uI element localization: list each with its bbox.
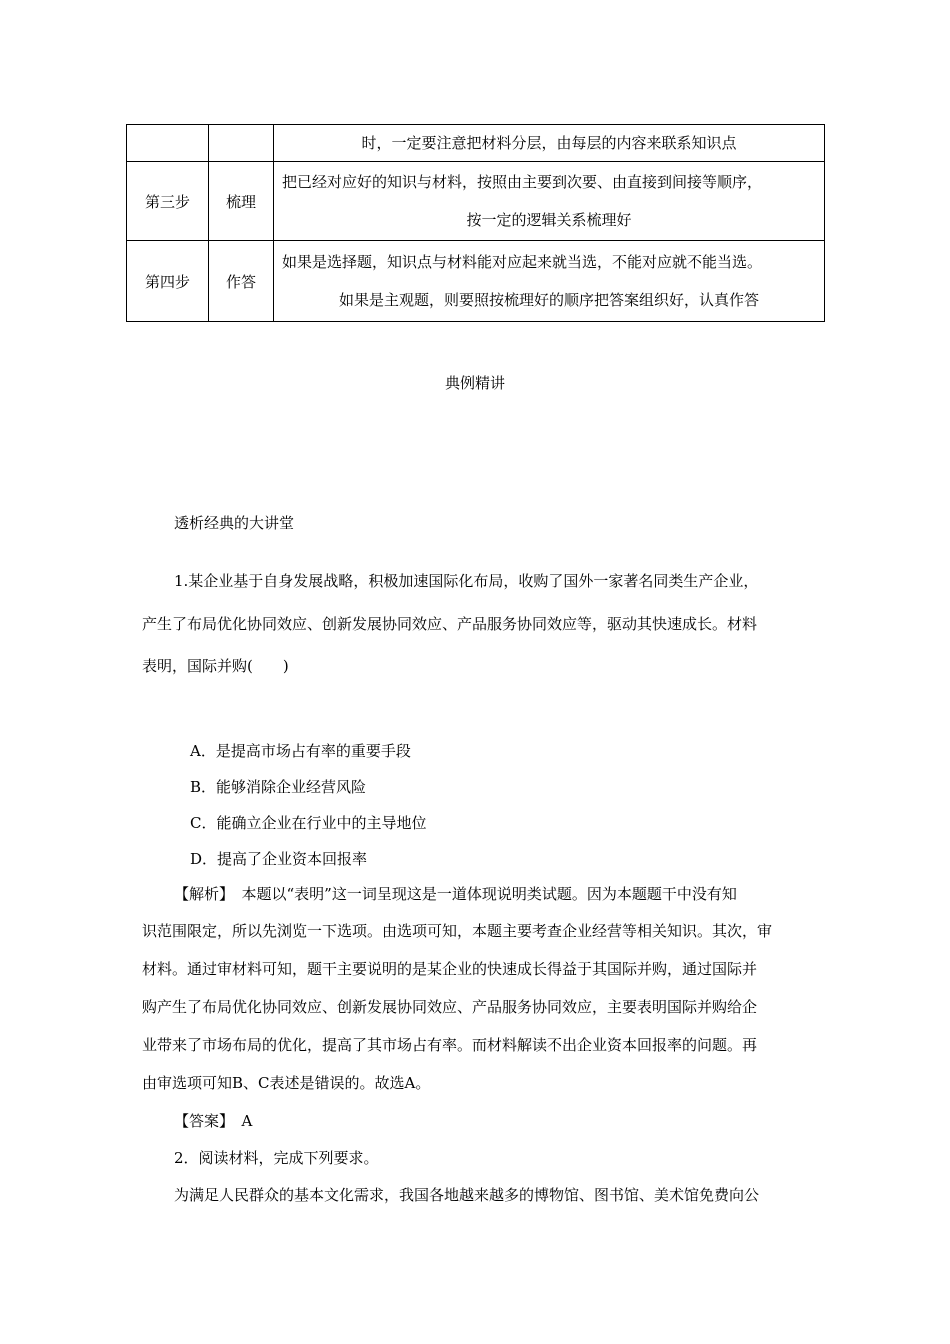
step-cell: 第三步 [127, 162, 209, 241]
question1-stem-line: 表明，国际并购( ) [142, 657, 289, 675]
table-row [127, 162, 825, 241]
step-cell [127, 125, 209, 162]
question2-material-line: 为满足人民群众的基本文化需求，我国各地越来越多的博物馆、图书馆、美术馆免费向公 [174, 1186, 760, 1204]
analysis-line: 识范围限定，所以先浏览一下选项。由选项可知，本题主要考查企业经营等相关知识。其次，审 [142, 922, 773, 940]
action-cell: 作答 [209, 241, 274, 322]
analysis-line: 材料。通过审材料可知，题干主要说明的是某企业的快速成长得益于其国际并购，通过国际并 [142, 960, 758, 978]
action-cell: 梳理 [209, 162, 274, 241]
description-line: 把已经对应好的知识与材料，按照由主要到次要、由直接到间接等顺序， [282, 173, 763, 191]
option-d: D．提高了企业资本回报率 [190, 850, 368, 868]
table-row [127, 241, 825, 322]
analysis-line: 购产生了布局优化协同效应、创新发展协同效应、产品服务协同效应，主要表明国际并购给企 [142, 998, 758, 1016]
question2-stem: 2．阅读材料，完成下列要求。 [174, 1149, 379, 1167]
subtitle: 透析经典的大讲堂 [174, 514, 295, 532]
question1-stem-line: 产生了布局优化协同效应、创新发展协同效应、产品服务协同效应等，驱动其快速成长。材料 [142, 615, 758, 633]
option-b: B．能够消除企业经营风险 [190, 778, 367, 796]
action-cell [209, 125, 274, 162]
option-c: C．能确立企业在行业中的主导地位 [190, 814, 427, 832]
table-row [127, 125, 825, 162]
description-cell [274, 125, 825, 162]
description-line: 如果是主观题，则要照按梳理好的顺序把答案组织好，认真作答 [338, 291, 759, 309]
description-line: 按一定的逻辑关系梳理好 [466, 211, 632, 229]
steps-table [126, 124, 825, 322]
description-line: 如果是选择题，知识点与材料能对应起来就当选，不能对应就不能当选。 [282, 253, 763, 271]
analysis-line: 由审选项可知B、C表述是错误的。故选A。 [142, 1074, 431, 1092]
analysis-line: 业带来了市场布局的优化，提高了其市场占有率。而材料解读不出企业资本回报率的问题。再 [142, 1036, 758, 1054]
option-a: A．是提高市场占有率的重要手段 [190, 742, 411, 760]
question1-stem-line: 1.某企业基于自身发展战略，积极加速国际化布局，收购了国外一家著名同类生产企业， [174, 572, 759, 590]
step-cell: 第四步 [127, 241, 209, 322]
description-cell [274, 241, 825, 322]
description-line: 时，一定要注意把材料分层，由每层的内容来联系知识点 [361, 134, 737, 152]
description-cell [274, 162, 825, 241]
analysis-line: 【解析】 本题以“表明”这一词呈现这是一道体现说明类试题。因为本题题干中没有知 [174, 885, 737, 903]
section-title: 典例精讲 [444, 374, 505, 392]
answer: 【答案】 A [174, 1112, 253, 1130]
